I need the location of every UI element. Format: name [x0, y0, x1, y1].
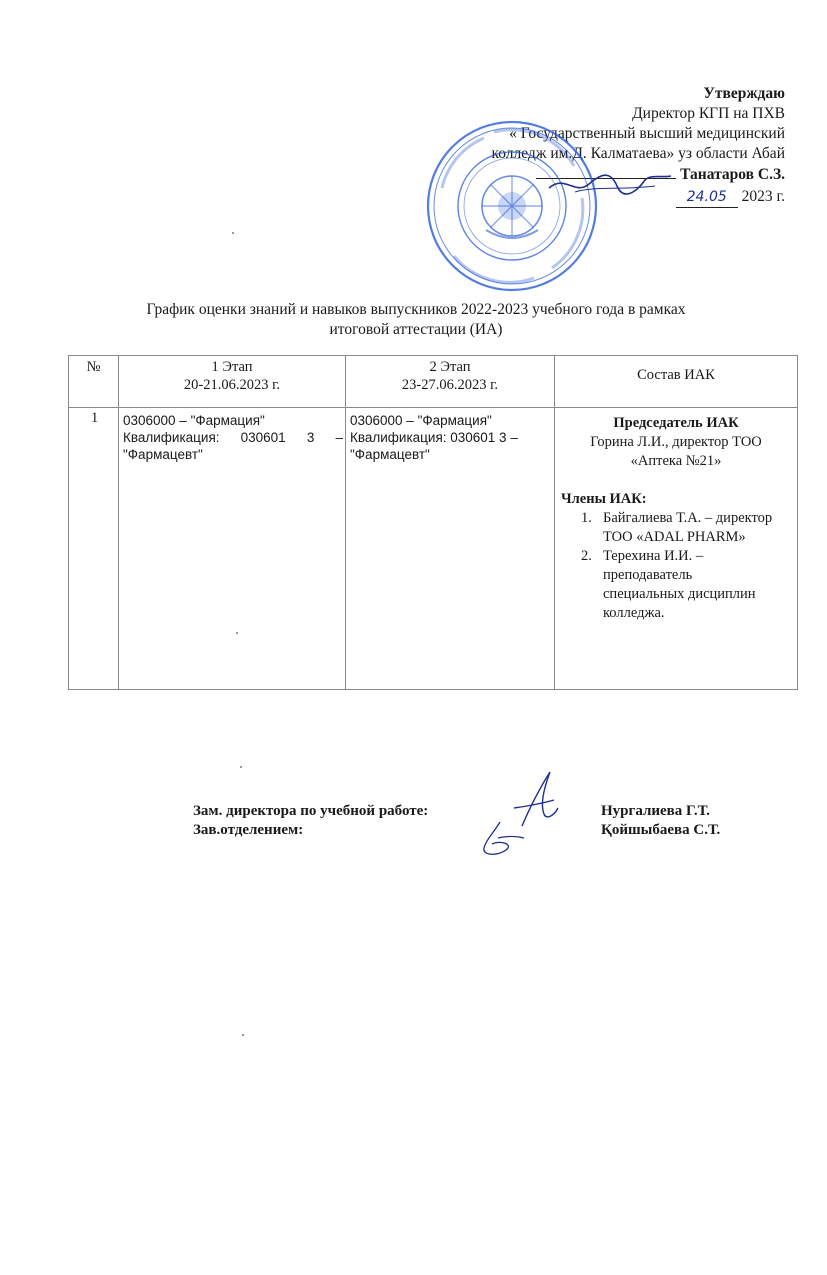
member-text: Терехина И.И. – преподаватель специальных дисциплин колледжа. [603, 548, 756, 621]
stage-1-specialty: 0306000 – "Фармация" [123, 413, 265, 428]
scan-speck [232, 232, 234, 234]
stage-1-cell [119, 408, 346, 690]
header-commission-label: Состав ИАК [637, 367, 715, 383]
member-number: 1. [581, 510, 592, 526]
chair-title: Председатель ИАК [613, 415, 739, 431]
schedule-table [68, 355, 798, 690]
scan-speck [236, 632, 238, 634]
table-row [69, 408, 798, 690]
title-line-2: итоговой аттестации (ИА) [329, 321, 503, 338]
commission-cell [555, 408, 798, 690]
approval-heading: Утверждаю [703, 85, 785, 102]
header-commission [555, 356, 798, 408]
signatures-footer [193, 802, 753, 840]
stage-1-name: 1 Этап [211, 359, 253, 375]
deputy-name: Нургалиева Г.Т. [601, 803, 710, 819]
approval-line-1: Директор КГП на ПХВ [632, 105, 785, 122]
table-header-row [69, 356, 798, 408]
chair-line-2: «Аптека №21» [630, 453, 722, 469]
title-line-1: График оценки знаний и навыков выпускников 2022-2023 учебного года в рамках [146, 301, 686, 318]
header-stage-1 [119, 356, 346, 408]
scan-speck [242, 1034, 244, 1036]
signature-row-head [193, 821, 753, 840]
scan-speck [240, 766, 242, 768]
director-signature-icon [545, 166, 675, 200]
stage-2-dates: 23-27.06.2023 г. [401, 377, 499, 393]
header-stage-2 [346, 356, 555, 408]
stage-2-cell [346, 408, 555, 690]
signature-row-deputy [193, 802, 753, 821]
list-item [581, 509, 793, 547]
head-signature-icon [478, 818, 526, 858]
member-text: Байгалиева Т.А. – директор ТОО «ADAL PHARM» [603, 510, 773, 545]
official-seal-icon [424, 118, 600, 294]
member-number: 2. [581, 548, 592, 564]
deputy-role: Зам. директора по учебной работе: [193, 803, 429, 819]
approval-line-2: « Государственный высший медицинский [509, 125, 785, 142]
chair-line-1: Горина Л.И., директор ТОО [590, 434, 762, 450]
signatory-name: Танатаров С.З. [680, 166, 785, 183]
head-role: Зав.отделением: [193, 822, 304, 838]
document-title [120, 300, 712, 340]
header-num: № [69, 356, 119, 408]
stage-2-specialty: 0306000 – "Фармация" [350, 413, 492, 428]
list-item [581, 547, 793, 623]
approval-year: 2023 г. [741, 188, 785, 205]
stage-1-dates: 20-21.06.2023 г. [183, 377, 281, 393]
stage-1-qualification: Квалификация: 030601 3 – [123, 430, 343, 445]
stage-2-name: 2 Этап [429, 359, 471, 375]
members-title: Члены ИАК: [561, 491, 647, 507]
stage-1-qualification-name: "Фармацевт" [123, 447, 203, 462]
approval-line-3: колледж им.Д. Калматаева» уз области Абай [491, 145, 785, 162]
approval-date-handwritten: 24.05 [676, 187, 738, 208]
stage-2-qualification-name: "Фармацевт" [350, 447, 430, 462]
stage-2-qualification: Квалификация: 030601 3 – [350, 430, 518, 445]
row-num: 1 [69, 408, 119, 690]
head-name: Қойшыбаева С.Т. [601, 822, 721, 838]
